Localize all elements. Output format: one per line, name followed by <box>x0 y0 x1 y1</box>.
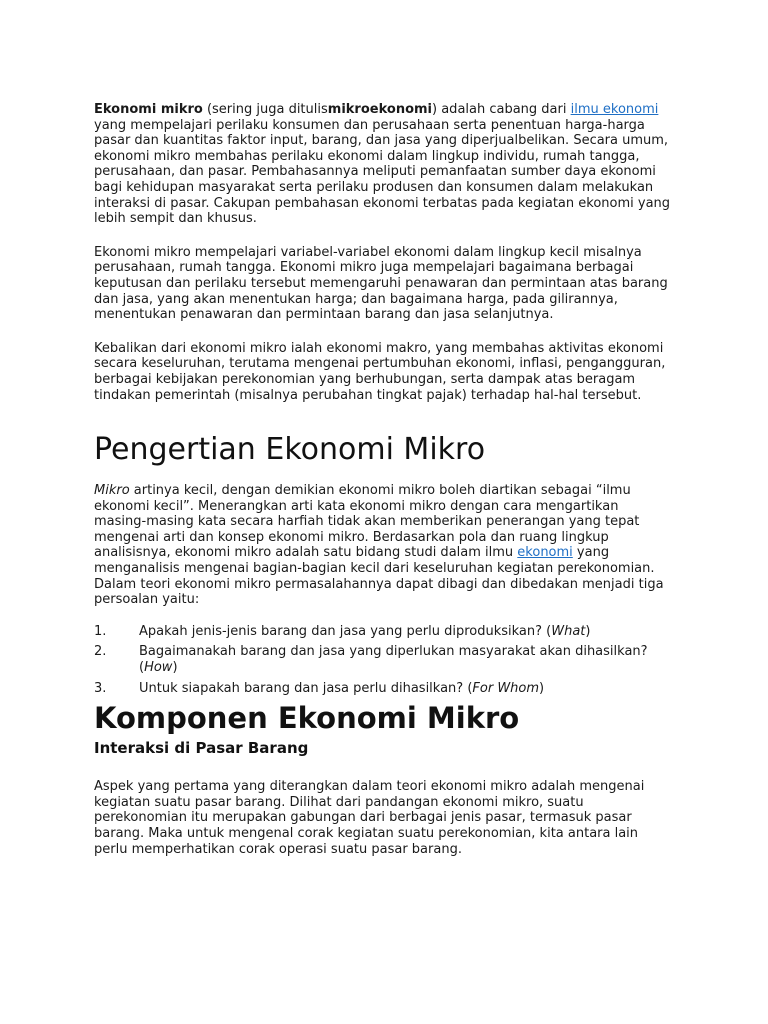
text-span: yang mempelajari perilaku konsumen dan perusahaan serta penentuan harga-harga pasar dan kuantitas faktor input, barang, dan jasa yang diperjualbelikan. Secara umum, ekonomi mikro membahas perilaku ekonomi dalam lingkup individu, rumah tangga, perusahaan, dan pasar. Pembahasannya meliputi pemanfaatan sumber daya ekonomi bagi kehidupan masyarakat serta perilaku produsen dan konsumen dalam melakukan interaksi di pasar. Cakupan pembahasan ekonomi terbatas pada kegiatan ekonomi yang lebih sempit dan khusus. <box>94 117 671 227</box>
paragraph-3: Kebalikan dari ekonomi mikro ialah ekonomi makro, yang membahas aktivitas ekonomi secara keseluruhan, terutama mengenai pertumbuhan ekonomi, inflasi, pengangguran, berbagai kebijakan perekonomian yang berhubungan, serta dampak atas beragam tindakan pemerintah (misalnya perubahan tingkat pajak) terhadap hal-hal tersebut. <box>94 340 666 403</box>
list-item <box>94 644 674 675</box>
list-number: 3. <box>94 680 107 696</box>
list-emphasis: What <box>551 623 586 639</box>
heading-pengertian: Pengertian Ekonomi Mikro <box>94 432 486 468</box>
term-mikroekonomi: mikroekonomi <box>327 102 433 117</box>
list-text: Untuk siapakah barang dan jasa perlu dihasilkan? ( <box>139 680 473 696</box>
question-list <box>94 624 674 696</box>
list-emphasis: For Whom <box>472 680 540 696</box>
heading-komponen: Komponen Ekonomi Mikro <box>94 701 520 736</box>
list-number: 2. <box>94 644 107 660</box>
term-mikro: Mikro <box>94 483 130 499</box>
document-body <box>94 102 674 857</box>
intro-paragraph <box>94 102 674 227</box>
text-span: (sering juga ditulis <box>202 102 328 117</box>
text-span: ) adalah cabang dari <box>432 102 571 117</box>
list-text: Bagaimanakah barang dan jasa yang diperlukan masyarakat akan dihasilkan? ( <box>139 644 648 676</box>
text-span: yang menganalisis mengenai bagian-bagian kecil dari keseluruhan kegiatan perekonomian. Dalam teori ekonomi mikro permasalahannya dapat dibagi dan dibedakan menjadi tiga persoalan yaitu: <box>94 545 664 608</box>
list-text-end: ) <box>585 623 591 639</box>
text-span: artinya kecil, dengan demikian ekonomi mikro boleh diartikan sebagai “ilmu ekonomi kecil”. Menerangkan arti kata ekonomi mikro dengan cara mengartikan masing-masing kata secara harfiah tidak akan memberikan penerangan yang tepat mengenai arti dan konsep ekonomi mikro. Berdasarkan pola dan ruang lingkup analisisnya, ekonomi mikro adalah satu bidang studi dalam ilmu <box>94 483 640 561</box>
list-text-end: ) <box>539 680 545 696</box>
paragraph-5: Aspek yang pertama yang diterangkan dalam teori ekonomi mikro adalah mengenai kegiatan suatu pasar barang. Dilihat dari pandangan ekonomi mikro, suatu perekonomian itu merupakan gabungan dari berbagai jenis pasar, termasuk pasar barang. Maka untuk mengenal corak kegiatan suatu perekonomian, kita antara lain perlu memperhatikan corak operasi suatu pasar barang. <box>94 779 645 857</box>
list-text-end: ) <box>172 660 178 676</box>
list-item <box>94 681 674 697</box>
paragraph-2: Ekonomi mikro mempelajari variabel-variabel ekonomi dalam lingkup kecil misalnya perusahaan, rumah tangga. Ekonomi mikro juga mempelajari bagaimana berbagai keputusan dan perilaku tersebut memengaruhi penawaran dan permintaan atas barang dan jasa, yang akan menentukan harga; dan bagaimana harga, pada gilirannya, menentukan penawaran dan permintaan barang dan jasa selanjutnya. <box>94 244 668 323</box>
link-ilmu-ekonomi[interactable]: ilmu ekonomi <box>570 102 659 117</box>
list-emphasis: How <box>144 660 173 676</box>
subheading-interaksi: Interaksi di Pasar Barang <box>94 739 309 758</box>
term-ekonomi-mikro: Ekonomi mikro <box>94 102 203 117</box>
paragraph-4 <box>94 483 674 608</box>
link-ekonomi[interactable]: ekonomi <box>517 545 573 561</box>
list-text: Apakah jenis-jenis barang dan jasa yang perlu diproduksikan? ( <box>139 623 552 639</box>
list-item <box>94 624 674 640</box>
list-number: 1. <box>94 623 107 639</box>
